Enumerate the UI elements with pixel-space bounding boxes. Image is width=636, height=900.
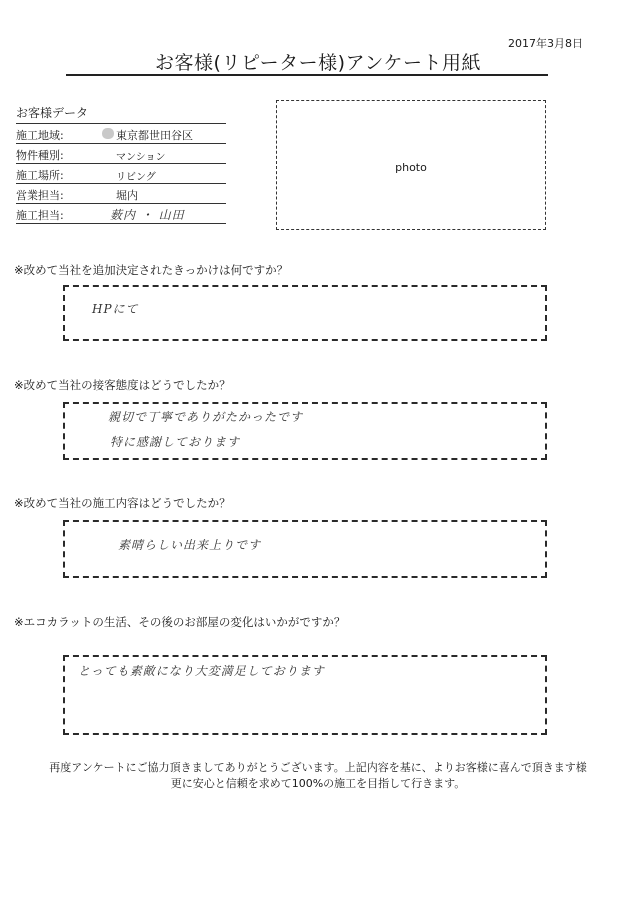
answer-2-line-2: 特に感謝しております — [110, 435, 241, 449]
photo-label: photo — [395, 161, 427, 174]
info-value: 東京都世田谷区 — [116, 129, 193, 142]
question-4: ※エコカラットの生活、その後のお部屋の変化はいかがですか？ — [14, 615, 346, 629]
info-label: 施工担当: — [16, 209, 64, 222]
question-3: ※改めて当社の施工内容はどうでしたか？ — [14, 496, 231, 510]
info-row-property-type — [16, 144, 226, 164]
answer-4-line-1: とっても素敵になり大変満足しております — [78, 664, 325, 678]
info-value: リビング — [116, 172, 156, 183]
info-row-sales-rep — [16, 184, 226, 204]
info-label: 営業担当: — [16, 189, 64, 202]
survey-date: 2017年3月8日 — [508, 37, 583, 50]
info-row-installer — [16, 204, 226, 224]
customer-data-table — [16, 123, 226, 224]
answer-2-line-1: 親切で丁寧でありがたかったです — [108, 410, 304, 424]
answer-1-line-1: HPにて — [92, 302, 139, 316]
customer-data-heading: お客様データ — [16, 106, 89, 120]
closing-message-line-2: 更に安心と信頼を求めて100%の施工を目指して行きます。 — [170, 777, 466, 790]
info-value-handwritten: 薮内 ・ 山田 — [110, 208, 185, 222]
page-title: お客様(リピーター様)アンケート用紙 — [155, 52, 481, 74]
photo-placeholder — [276, 100, 546, 230]
question-2: ※改めて当社の接客態度はどうでしたか？ — [14, 378, 231, 392]
info-row-area — [16, 123, 226, 144]
info-value: 堀内 — [116, 189, 138, 202]
info-label: 施工地域: — [16, 129, 64, 142]
info-value: マンション — [116, 152, 166, 163]
title-underline — [66, 74, 548, 76]
info-label: 施工場所: — [16, 169, 64, 182]
question-1: ※改めて当社を追加決定されたきっかけは何ですか？ — [14, 263, 289, 277]
closing-message-line-1: 再度アンケートにご協力頂きましてありがとうございます。上記内容を基に、よりお客様に喜んで頂きます様 — [49, 761, 587, 774]
answer-3-line-1: 素晴らしい出来上りです — [118, 538, 262, 552]
info-label: 物件種別: — [16, 149, 64, 162]
info-row-location — [16, 164, 226, 184]
closing-message — [0, 760, 636, 792]
redaction-smudge — [102, 128, 114, 139]
